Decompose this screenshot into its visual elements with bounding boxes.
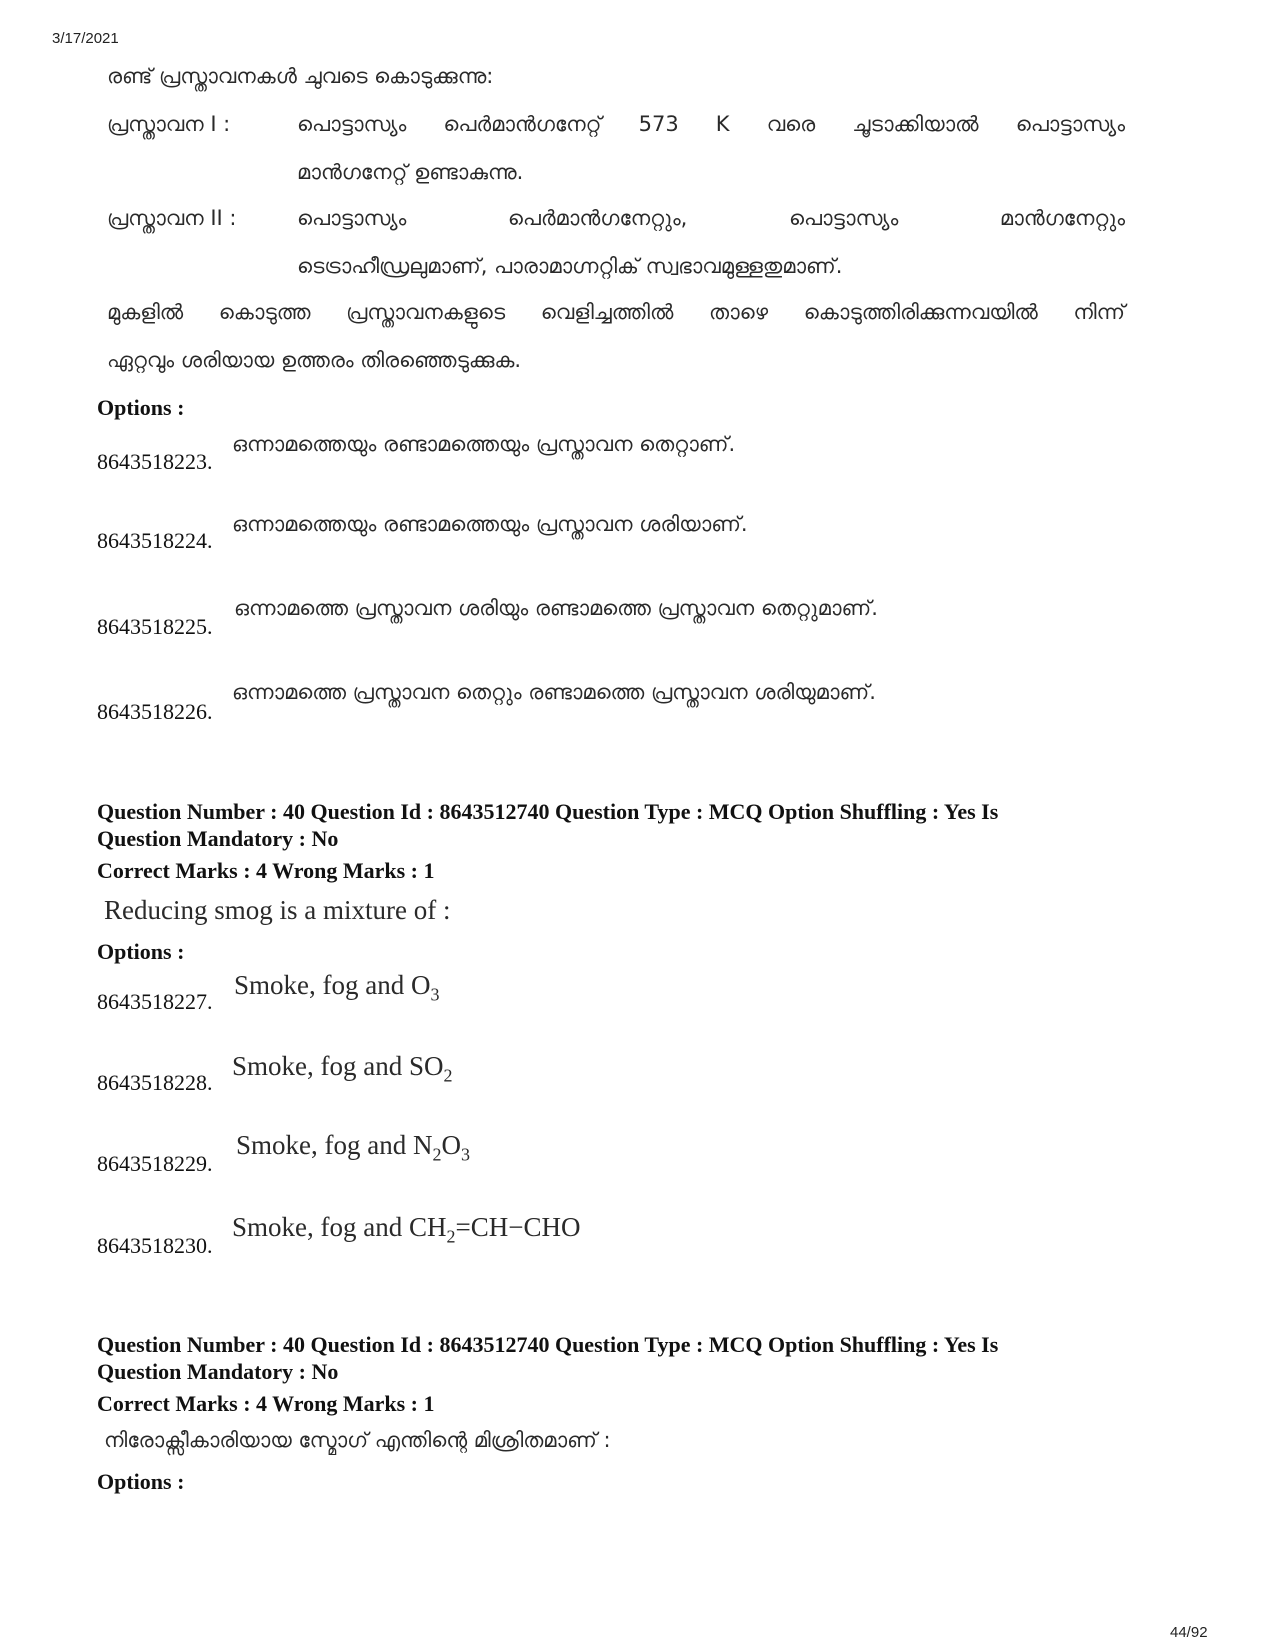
q39-stmt1-line1: പൊട്ടാസ്യം പെർമാൻഗനേറ്റ് 573 K വരെ ചൂടാക്കിയാൽ പൊട്ടാസ്യം — [297, 112, 1125, 136]
option-id: 8643518227. — [97, 989, 213, 1014]
q39-stmt2-line1: പൊട്ടാസ്യം പെർമാൻഗനേറ്റും, പൊട്ടാസ്യം മാൻഗനേറ്റും — [297, 206, 1125, 230]
option-id: 8643518226. — [97, 699, 213, 724]
option-id: 8643518224. — [97, 528, 213, 553]
q40ml-options-label: Options : — [97, 1469, 185, 1494]
q40ml-meta-line1: Question Number : 40 Question Id : 8643512740 Question Type : MCQ Option Shuffling : Yes Is — [97, 1332, 999, 1357]
q40-question-text: Reducing smog is a mixture of : — [104, 895, 451, 925]
q40-options-label: Options : — [97, 939, 185, 964]
q40-marks: Correct Marks : 4 Wrong Marks : 1 — [97, 858, 435, 883]
q39-intro: രണ്ട് പ്രസ്താവനകൾ ചുവടെ കൊടുക്കുന്നു: — [107, 64, 494, 88]
print-date: 3/17/2021 — [52, 30, 119, 47]
option-text: Smoke, fog and $O_3$ — [234, 970, 440, 1005]
option-id: 8643518230. — [97, 1233, 213, 1258]
q40ml-meta-line2: Question Mandatory : No — [97, 1359, 339, 1384]
q40-meta-line2: Question Mandatory : No — [97, 826, 339, 851]
q39-stmt1-label: പ്രസ്താവന I : — [107, 112, 231, 136]
option-id: 8643518223. — [97, 449, 213, 474]
option-text: ഒന്നാമത്തെ പ്രസ്താവന ശരിയും രണ്ടാമത്തെ പ്രസ്താവന തെറ്റുമാണ്. — [234, 596, 878, 620]
q39-stmt2-label: പ്രസ്താവന II : — [107, 206, 237, 230]
option-text: Smoke, fog and $SO_2$ — [232, 1051, 453, 1086]
page-number: 44/92 — [1170, 1624, 1208, 1641]
q40ml-question-text: നിരോക്സീകാരിയായ സ്മോഗ് എന്തിന്റെ മിശ്രിതമാണ് : — [104, 1428, 611, 1452]
option-text: ഒന്നാമത്തെ പ്രസ്താവന തെറ്റും രണ്ടാമത്തെ പ്രസ്താവന ശരിയുമാണ്. — [232, 680, 876, 704]
q39-options-label: Options : — [97, 395, 185, 420]
option-text: ഒന്നാമത്തെയും രണ്ടാമത്തെയും പ്രസ്താവന തെറ്റാണ്. — [232, 432, 736, 456]
option-id: 8643518225. — [97, 614, 213, 639]
option-text: Smoke, fog and $N_2O_3$ — [236, 1130, 470, 1165]
q39-stmt2-line2: ടെട്രാഹീഡ്രലുമാണ്, പാരാമാഗ്നറ്റിക് സ്വഭാവമുള്ളതുമാണ്. — [297, 254, 843, 278]
q39-instruction-line2: ഏറ്റവും ശരിയായ ഉത്തരം തിരഞ്ഞെടുക്കുക. — [107, 348, 522, 372]
q40ml-marks: Correct Marks : 4 Wrong Marks : 1 — [97, 1391, 435, 1416]
q39-instruction-line1: മുകളിൽ കൊടുത്ത പ്രസ്താവനകളുടെ വെളിച്ചത്തിൽ താഴെ കൊടുത്തിരിക്കുന്നവയിൽ നിന്ന് — [107, 300, 1125, 324]
option-text: ഒന്നാമത്തെയും രണ്ടാമത്തെയും പ്രസ്താവന ശരിയാണ്. — [232, 512, 748, 536]
option-id: 8643518229. — [97, 1151, 213, 1176]
q39-stmt1-line2: മാൻഗനേറ്റ് ഉണ്ടാകുന്നു. — [297, 160, 524, 184]
option-text: Smoke, fog and $CH_2=CH-CHO$ — [232, 1212, 581, 1247]
q40-meta-line1: Question Number : 40 Question Id : 8643512740 Question Type : MCQ Option Shuffling : Yes Is — [97, 799, 999, 824]
option-id: 8643518228. — [97, 1070, 213, 1095]
